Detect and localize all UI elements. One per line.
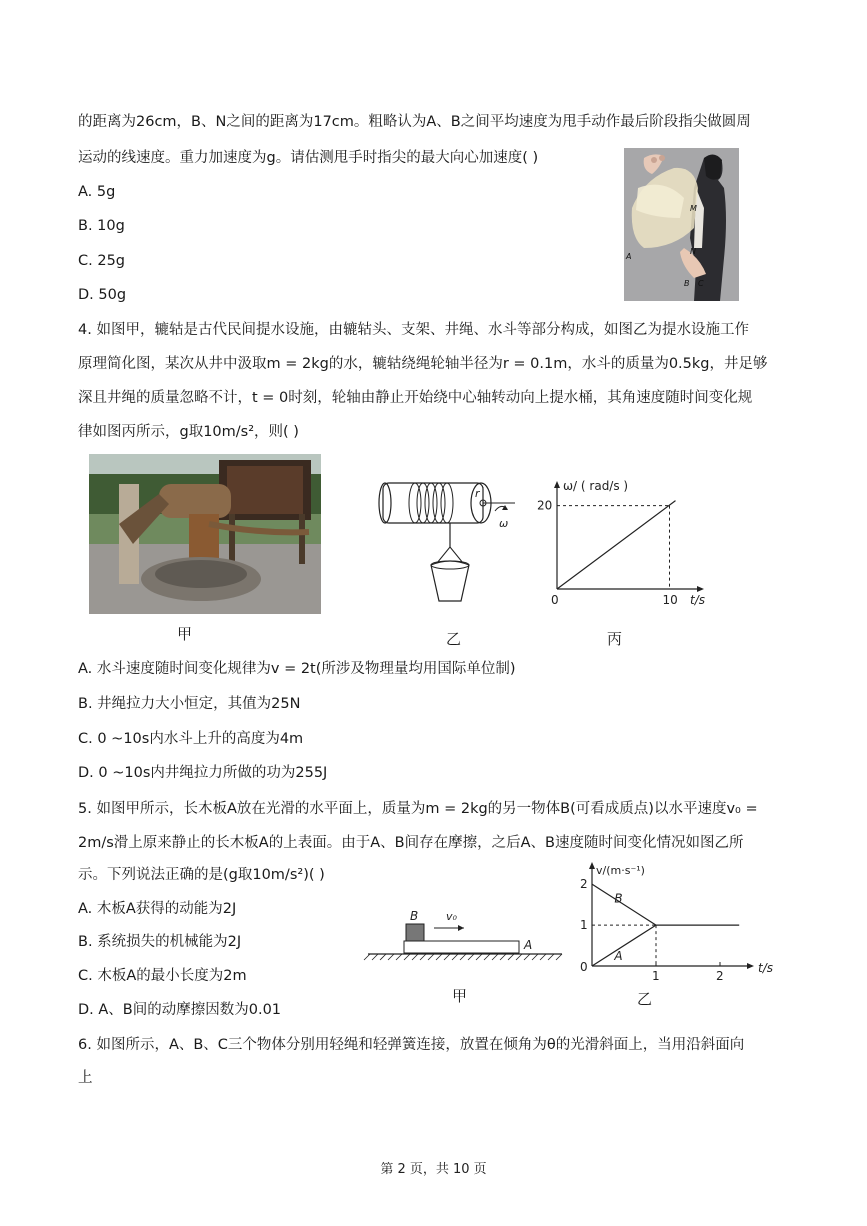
y-tick-label: 1 <box>580 918 588 933</box>
q5-option-c: C. 木板A的最小长度为2m <box>78 968 247 984</box>
chart1-axes <box>537 479 705 607</box>
omega-line <box>557 501 676 589</box>
q3-text-line-1: 的距离为26cm，B、N之间的距离为17cm。粗略认为A、B之间平均速度为甩手动作最后阶段指尖做圆周 <box>78 114 751 130</box>
x-tick-label: 2 <box>716 969 724 983</box>
q3-text-line-2: 运动的线速度。重力加速度为g。请估测甩手时指尖的最大向心加速度( ) <box>78 150 539 166</box>
label-b: B <box>684 279 690 288</box>
y-tick-label: 20 <box>537 498 553 513</box>
velocity-time-chart <box>570 856 773 986</box>
q4-option-b: B. 井绳拉力大小恒定，其值为25N <box>78 696 301 712</box>
q4-option-a: A. 水斗速度随时间变化规律为v = 2t(所涉及物理量均用国际单位制) <box>78 661 516 677</box>
q5-text-line-3: 示。下列说法正确的是(g取10m/s²)( ) <box>78 867 325 883</box>
x-axis-arrow <box>697 586 704 592</box>
q4-option-c: C. 0 ~10s内水斗上升的高度为4m <box>78 731 304 747</box>
q4-option-d: D. 0 ~10s内井绳拉力所做的功为255J <box>78 765 328 781</box>
x-tick-label: 10 <box>662 593 678 607</box>
windlass-schematic <box>375 475 520 610</box>
q5-text-line-2: 2m/s滑上原来静止的长木板A的上表面。由于A、B间存在摩擦，之后A、B速度随时间变化情况如图乙所 <box>78 835 744 851</box>
y-tick-label: 2 <box>580 877 588 892</box>
caption-q5-jia: 甲 <box>452 987 468 1005</box>
q5-option-b: B. 系统损失的机械能为2J <box>78 934 242 950</box>
q3-option-b: B. 10g <box>78 218 125 234</box>
x-tick-label: 1 <box>652 969 660 983</box>
q4-text-line-1: 4. 如图甲，辘轱是古代民间提水设施，由辘轱头、支架、井绳、水斗等部分构成，如图乙为提水设施工作 <box>78 322 749 338</box>
label-v0: v₀ <box>446 910 457 923</box>
q3-option-d: D. 50g <box>78 287 127 303</box>
caption-q5-yi: 乙 <box>637 990 653 1008</box>
caption-jia: 甲 <box>177 625 193 643</box>
label-r: r <box>475 487 480 500</box>
origin-label: 0 <box>580 960 588 974</box>
well-windlass-photo <box>89 454 321 614</box>
y-axis-arrow <box>554 481 560 488</box>
label-a: A <box>626 252 632 261</box>
q5-option-a: A. 木板A获得的动能为2J <box>78 901 237 917</box>
y-axis-label: ω/ ( rad/s ) <box>563 479 629 493</box>
label-board-a: A <box>524 938 533 952</box>
x-axis-label: t/s <box>690 593 705 607</box>
hand-shaking-photo <box>624 148 739 301</box>
omega-time-chart <box>535 472 705 612</box>
chart2-axes <box>580 862 773 983</box>
q4-text-line-3: 深且井绳的质量忽略不计，t = 0时刻，轮轴由静止开始绕中心轴转动向上提水桶，其角速度随时间变化规 <box>78 390 753 406</box>
series-label-A: A <box>614 948 623 963</box>
y-axis-label: v/(m·s⁻¹) <box>596 864 645 877</box>
series-label-B: B <box>614 891 623 906</box>
label-omega: ω <box>499 517 509 530</box>
q6-text-line-1: 6. 如图所示，A、B、C三个物体分别用轻绳和轻弹簧连接，放置在倾角为θ的光滑斜面上，当用沿斜面向 <box>78 1037 745 1053</box>
q4-text-line-4: 律如图丙所示，g取10m/s²，则( ) <box>78 424 299 440</box>
label-n: N <box>690 247 696 256</box>
x-tick-label: 0 <box>551 593 559 607</box>
page-footer: 第 2 页，共 10 页 <box>380 1162 487 1177</box>
y-axis-arrow <box>589 862 595 869</box>
caption-bing: 丙 <box>607 630 623 648</box>
x-axis-arrow <box>747 963 754 969</box>
board-block-diagram <box>364 904 569 966</box>
label-c: C <box>698 279 704 288</box>
q6-text-line-2: 上 <box>78 1070 93 1086</box>
label-m: M <box>690 204 697 213</box>
x-axis-label: t/s <box>758 961 773 975</box>
q4-text-line-2: 原理简化图，某次从井中汲取m = 2kg的水，辘轱绕绳轮轴半径为r = 0.1m，水斗的质量为0.5kg，井足够 <box>78 356 768 372</box>
q3-option-a: A. 5g <box>78 184 116 200</box>
q5-text-line-1: 5. 如图甲所示，长木板A放在光滑的水平面上，质量为m = 2kg的另一物体B(可看成质点)以水平速度v₀ = <box>78 801 758 817</box>
q3-option-c: C. 25g <box>78 253 125 269</box>
caption-yi: 乙 <box>446 630 462 648</box>
label-block-b: B <box>410 909 419 923</box>
series-line-A <box>592 925 656 966</box>
q5-option-d: D. A、B间的动摩擦因数为0.01 <box>78 1002 282 1018</box>
